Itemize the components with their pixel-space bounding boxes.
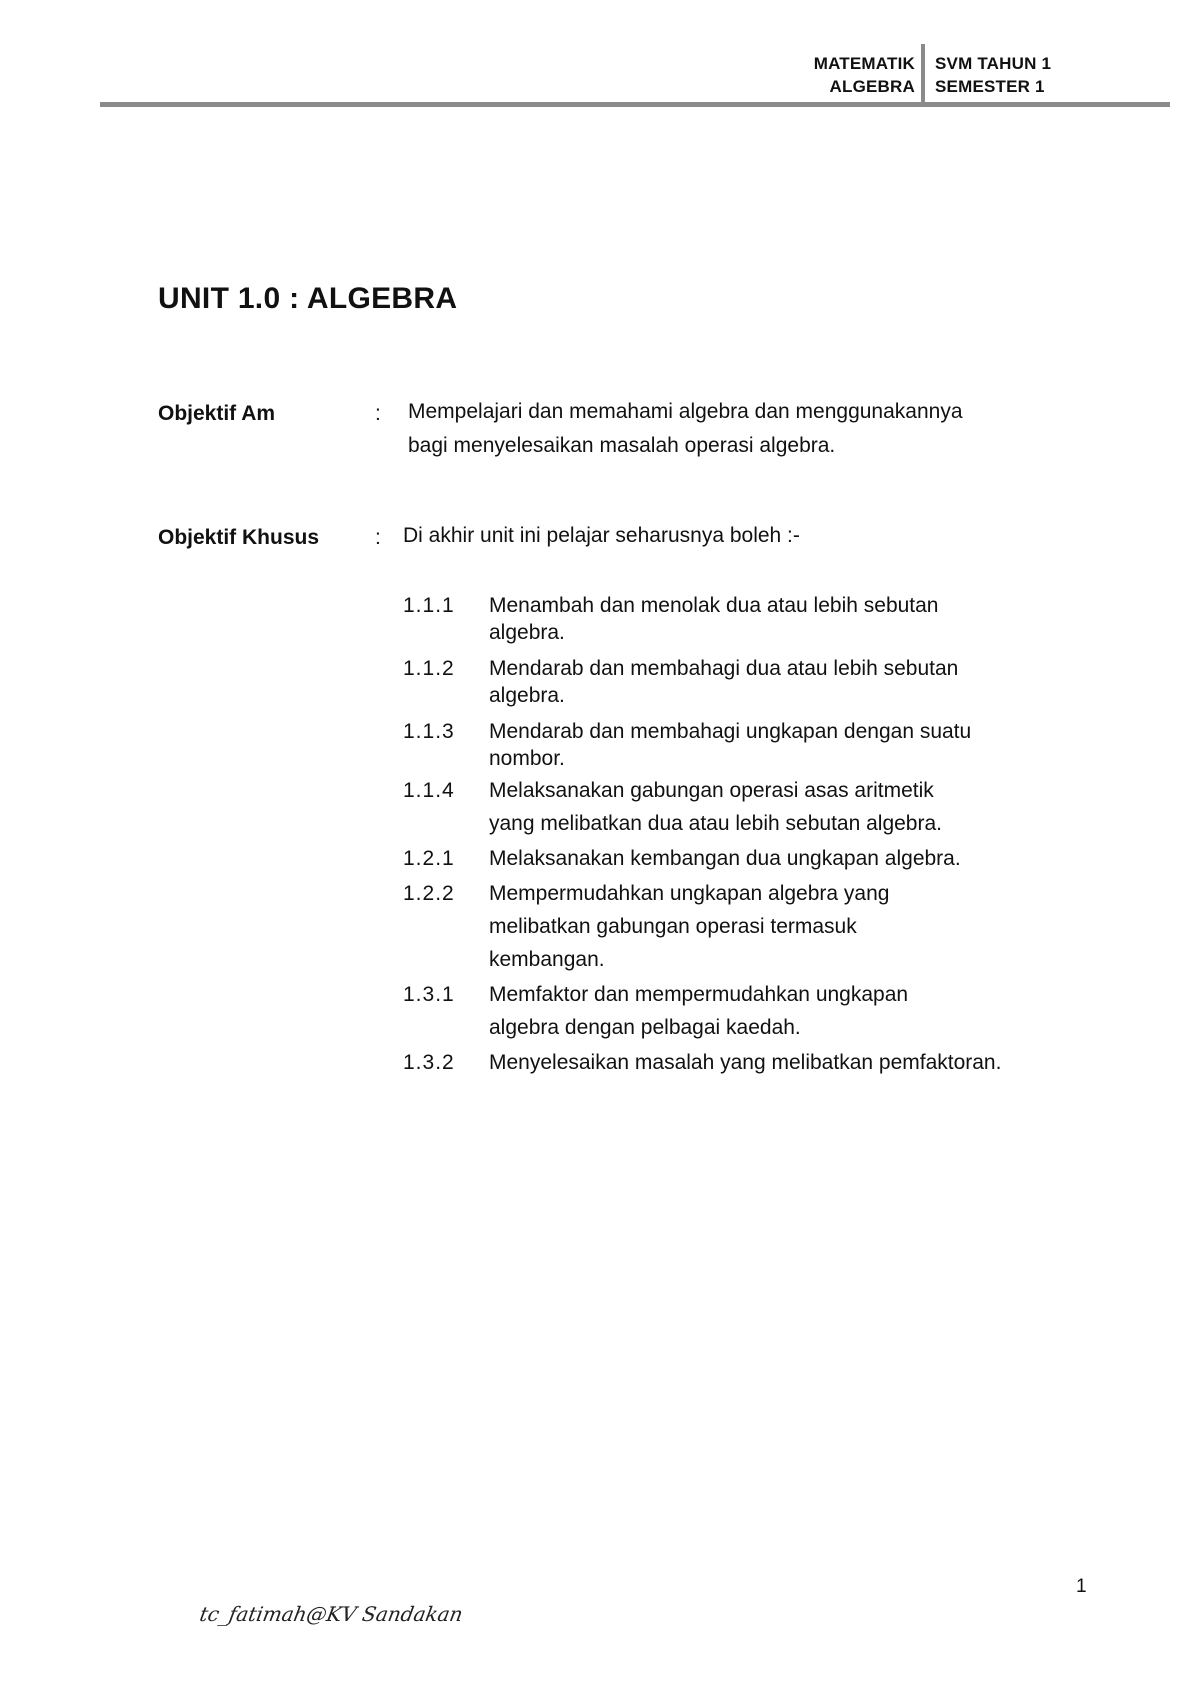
list-item-text: Mendarab dan membahagi ungkapan dengan suatu bbox=[489, 720, 972, 743]
list-item-number: 1.1.4 bbox=[403, 779, 455, 802]
objektif-am-line1: Mempelajari dan memahami algebra dan menggunakannya bbox=[408, 400, 963, 423]
objektif-khusus-intro: Di akhir unit ini pelajar seharusnya boleh :- bbox=[403, 524, 800, 547]
header-subject-line1: MATEMATIK bbox=[813, 54, 915, 73]
list-item-number: 1.1.2 bbox=[403, 657, 455, 680]
header-divider bbox=[921, 44, 925, 104]
list-item bbox=[403, 592, 1133, 646]
header-course-line2: SEMESTER 1 bbox=[935, 77, 1045, 96]
list-item-text: yang melibatkan dua atau lebih sebutan algebra. bbox=[489, 812, 942, 835]
list-item-text: algebra. bbox=[489, 684, 565, 707]
objektif-khusus-label: Objektif Khusus bbox=[158, 526, 320, 549]
header-course-line1: SVM TAHUN 1 bbox=[935, 54, 1052, 73]
objectives-list bbox=[403, 592, 1133, 1081]
unit-title: UNIT 1.0 : ALGEBRA bbox=[158, 282, 458, 315]
list-item-text: Melaksanakan kembangan dua ungkapan algebra. bbox=[489, 847, 961, 870]
list-item-text: Mendarab dan membahagi dua atau lebih sebutan bbox=[489, 657, 959, 680]
list-item-text: nombor. bbox=[489, 747, 565, 770]
list-item bbox=[403, 877, 1133, 976]
list-item-text: Melaksanakan gabungan operasi asas aritmetik bbox=[489, 779, 934, 802]
list-item-number: 1.1.3 bbox=[403, 720, 455, 743]
list-item-text: kembangan. bbox=[489, 948, 605, 971]
list-item-text: Mempermudahkan ungkapan algebra yang bbox=[489, 882, 890, 905]
list-item-text: Menyelesaikan masalah yang melibatkan pemfaktoran. bbox=[489, 1051, 1002, 1074]
objektif-khusus-colon: : bbox=[375, 526, 381, 549]
list-item-text: Memfaktor dan mempermudahkan ungkapan bbox=[489, 983, 909, 1006]
list-item bbox=[403, 842, 1133, 875]
list-item-number: 1.2.2 bbox=[403, 882, 455, 905]
list-item bbox=[403, 655, 1133, 709]
objektif-am-line2: bagi menyelesaikan masalah operasi algebra. bbox=[408, 434, 836, 457]
page-header bbox=[0, 44, 1200, 104]
list-item bbox=[403, 978, 1133, 1044]
list-item-number: 1.1.1 bbox=[403, 594, 455, 617]
list-item bbox=[403, 718, 1133, 772]
header-subject-line2: ALGEBRA bbox=[829, 77, 915, 96]
list-item bbox=[403, 1046, 1133, 1079]
objektif-am-label: Objektif Am bbox=[158, 402, 276, 425]
objektif-am-colon: : bbox=[375, 402, 381, 425]
list-item-number: 1.2.1 bbox=[403, 847, 455, 870]
header-course bbox=[935, 52, 1051, 98]
objektif-am-text bbox=[408, 395, 963, 463]
list-item-text: algebra dengan pelbagai kaedah. bbox=[489, 1016, 801, 1039]
list-item bbox=[403, 774, 1133, 840]
page-number: 1 bbox=[1076, 1576, 1087, 1597]
header-subject bbox=[814, 52, 915, 98]
header-rule bbox=[100, 102, 1170, 107]
list-item-number: 1.3.1 bbox=[403, 983, 455, 1006]
list-item-text: melibatkan gabungan operasi termasuk bbox=[489, 915, 857, 938]
list-item-text: Menambah dan menolak dua atau lebih sebutan bbox=[489, 594, 939, 617]
list-item-number: 1.3.2 bbox=[403, 1051, 455, 1074]
author-signature: tc_fatimah@KV Sandakan bbox=[197, 1602, 465, 1626]
list-item-text: algebra. bbox=[489, 621, 565, 644]
